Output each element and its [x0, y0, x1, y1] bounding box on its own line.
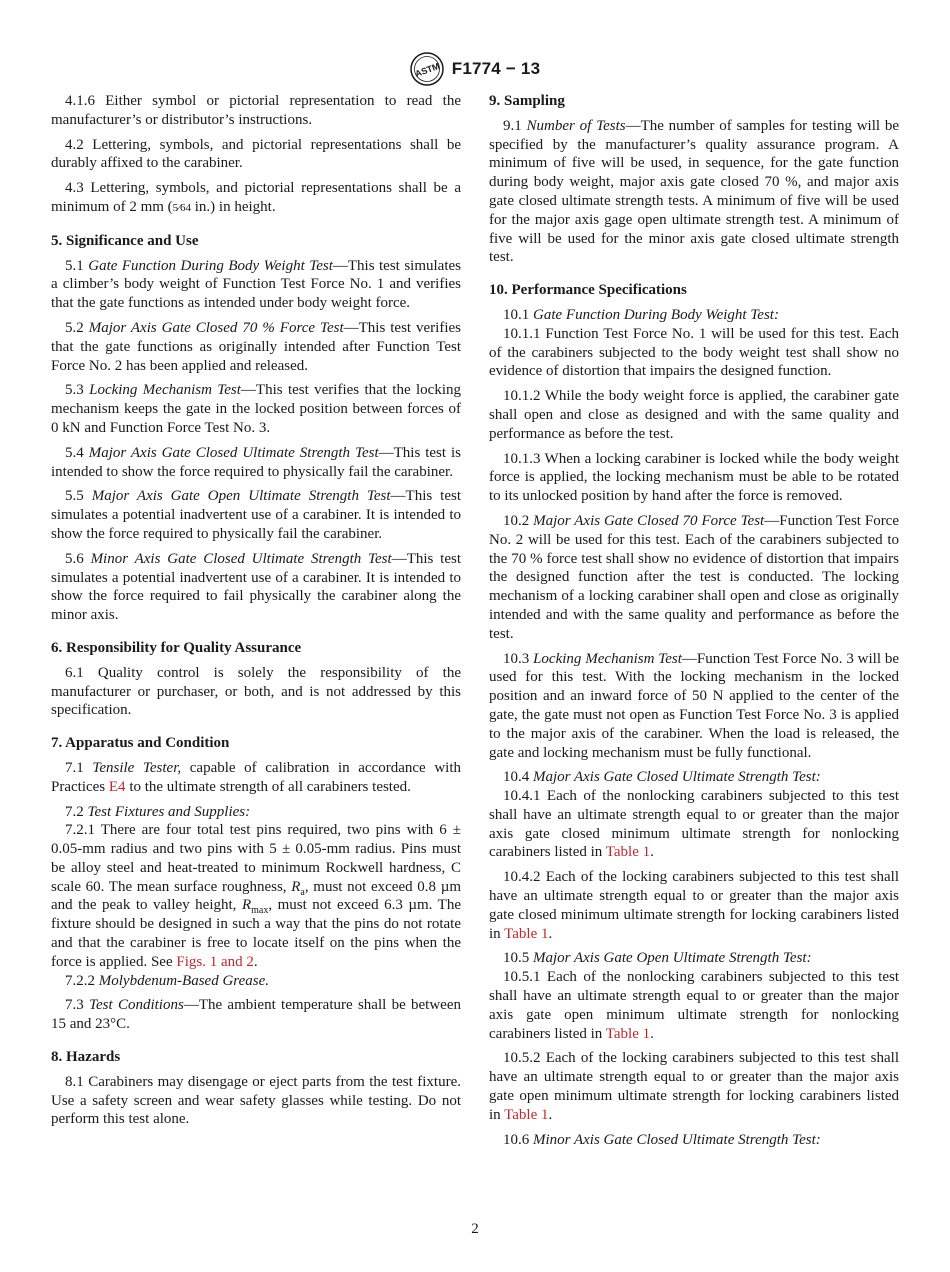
para-6-1: 6.1 Quality control is solely the responsibility of the manufacturer or purchaser, or both, and is not addressed by this specification.	[51, 664, 461, 719]
ref-link-table-1[interactable]: Table 1	[605, 1025, 651, 1042]
para-9-1: 9.1 Number of Tests—The number of samples for testing will be specified by the manufacturer’s quality assurance program. A minimum of five will be used, in sequence, for the gate function during body weight, major axis gate closed 70 %, and major axis gate closed ultimate strength tests. A minimum of five will be used for the major axis gage open ultimate strength test. A minimum of five will be used for the minor axis gate closed ultimate strength test.	[489, 117, 899, 266]
page-header	[0, 52, 950, 86]
section-8-heading: 8. Hazards	[51, 1049, 121, 1066]
para-4-3: 4.3 Lettering, symbols, and pictorial representations shall be a minimum of 2 mm (5⁄64 in.) in height.	[51, 180, 461, 215]
ref-link-table-1[interactable]: Table 1	[504, 1106, 549, 1123]
ref-link-table-1[interactable]: Table 1	[504, 925, 549, 942]
para-4-2: 4.2 Lettering, symbols, and pictorial representations shall be durably affixed to the carabiner.	[51, 136, 461, 172]
para-5-4: 5.4 Major Axis Gate Closed Ultimate Strength Test—This test is intended to show the force required to physically fail the carabiner.	[51, 444, 462, 480]
para-4-1-6: 4.1.6 Either symbol or pictorial representation to read the manufacturer’s or distributor’s instructions.	[51, 93, 461, 128]
para-5-5: 5.5 Major Axis Gate Open Ultimate Strength Test—This test simulates a potential inadvertent use of a carabiner. It is intended to show the force required to physically fail the carabiner.	[51, 488, 461, 542]
section-5-heading: 5. Significance and Use	[51, 232, 199, 249]
para-10-3: 10.3 Locking Mechanism Test—Function Test Force No. 3 will be used for this test. With the locking mechanism in the locked position and an inward force of 50 N applied to the center of the gate, the gate must not open as Function Test Force No. 3 is applied to the major axis of the carabiner. When the load is released, the gate and locking mechanism must be fully functional.	[489, 650, 900, 761]
para-10-2: 10.2 Major Axis Gate Closed 70 Force Test—Function Test Force No. 2 will be used for this test. Each of the carabiners subjected to the 70 % force test shall show no evidence of distortion that impairs the designed function after the test is conducted. The locking mechanism of a locking carabiner shall open and close as originally intended and with the same quality and performance as before the test.	[489, 512, 899, 642]
ref-link-table-1[interactable]: Table 1	[605, 844, 651, 861]
document-id: F1774 − 13	[451, 59, 541, 78]
svg-text:ASTM: ASTM	[413, 60, 441, 79]
section-9-heading: 9. Sampling	[489, 93, 565, 109]
para-7-2-2: 7.2.2 Molybdenum-Based Grease.	[65, 972, 269, 989]
para-10-4: 10.4 Major Axis Gate Closed Ultimate Strength Test:	[503, 769, 821, 786]
astm-logo-icon	[410, 52, 444, 86]
ref-link-figs[interactable]: Figs. 1 and 2	[176, 953, 254, 970]
section-6-heading: 6. Responsibility for Quality Assurance	[51, 639, 302, 656]
para-7-2: 7.2 Test Fixtures and Supplies:	[65, 803, 251, 820]
para-10-1: 10.1 Gate Function During Body Weight Test:	[503, 306, 779, 323]
para-7-3: 7.3 Test Conditions—The ambient temperature shall be between 15 and 23°C.	[51, 997, 461, 1033]
right-column	[489, 92, 899, 1155]
para-5-2: 5.2 Major Axis Gate Closed 70 % Force Test—This test verifies that the gate functions as originally intended after Function Test Force No. 2 has been applied and released.	[51, 319, 462, 374]
para-10-5: 10.5 Major Axis Gate Open Ultimate Strength Test:	[503, 950, 812, 967]
para-10-5-1: 10.5.1 Each of the nonlocking carabiners subjected to this test shall have an ultimate strength equal to or greater than the major axis gate open minimum ultimate strength for nonlocking carabiners listed in Table 1.	[489, 969, 899, 1042]
para-7-2-1: 7.2.1 There are four total test pins required, two pins with 6 ± 0.05-mm radius and two pins with 5 ± 0.05-mm radius. Pins must be alloy steel and heat-treated to minimum Rockwell hardness, C scale 60. The mean surface roughness, $R_a$, must not exceed 0.8 µm and the peak to valley height, $R_{max}$, must not exceed 6.3 µm. The fixture should be designed in such a way that the pins do not rotate and that the carabiner is free to locate itself on the pins when the force is applied. See Figs. 1 and 2.	[51, 822, 462, 970]
section-7-heading: 7. Apparatus and Condition	[51, 735, 230, 752]
left-column	[51, 92, 461, 1135]
para-5-1: 5.1 Gate Function During Body Weight Test—This test simulates a climber’s body weight of Function Test Force No. 1 and verifies that the gate functions as intended under body weight force.	[51, 257, 461, 312]
para-5-3: 5.3 Locking Mechanism Test—This test verifies that the locking mechanism keeps the gate in the locked position between forces of 0 kN and Function Force Test No. 3.	[51, 382, 461, 436]
para-8-1: 8.1 Carabiners may disengage or eject parts from the test fixture. Use a safety screen and wear safety glasses while testing. Do not perform this test alone.	[51, 1073, 461, 1128]
para-10-1-3: 10.1.3 When a locking carabiner is locked while the body weight force is applied, the locking mechanism must be able to be rotated to its unlocked position by hand after the force is removed.	[489, 450, 899, 505]
page-number: 2	[471, 1221, 479, 1237]
ref-link-e4[interactable]: E4	[108, 778, 126, 795]
para-10-4-2: 10.4.2 Each of the locking carabiners subjected to this test shall have an ultimate strength equal to or greater than the major axis gate closed minimum ultimate strength for locking carabiners listed in Table 1.	[489, 869, 899, 942]
para-10-5-2: 10.5.2 Each of the locking carabiners subjected to this test shall have an ultimate strength equal to or greater than the major axis gate open minimum ultimate strength for locking carabiners listed in Table 1.	[489, 1050, 899, 1123]
para-10-6: 10.6 Minor Axis Gate Closed Ultimate Strength Test:	[503, 1131, 821, 1148]
section-10-heading: 10. Performance Specifications	[489, 282, 687, 299]
para-10-4-1: 10.4.1 Each of the nonlocking carabiners subjected to this test shall have an ultimate strength equal to or greater than the major axis gate closed minimum ultimate strength for nonlocking carabiners listed in Table 1.	[489, 788, 899, 861]
para-10-1-1: 10.1.1 Function Test Force No. 1 will be used for this test. Each of the carabiners subjected to the body weight test shall show no evidence of distortion that impairs the designed function.	[489, 325, 899, 380]
para-10-1-2: 10.1.2 While the body weight force is applied, the carabiner gate shall open and close as designed and with the same quality and performance as before the test.	[489, 388, 899, 442]
para-7-1: 7.1 Tensile Tester, capable of calibration in accordance with Practices E4 to the ultimate strength of all carabiners tested.	[51, 759, 461, 795]
para-5-6: 5.6 Minor Axis Gate Closed Ultimate Strength Test—This test simulates a potential inadvertent use of a carabiner. It is intended to show the force required to fail physically the carabiner along the minor axis.	[51, 550, 461, 624]
